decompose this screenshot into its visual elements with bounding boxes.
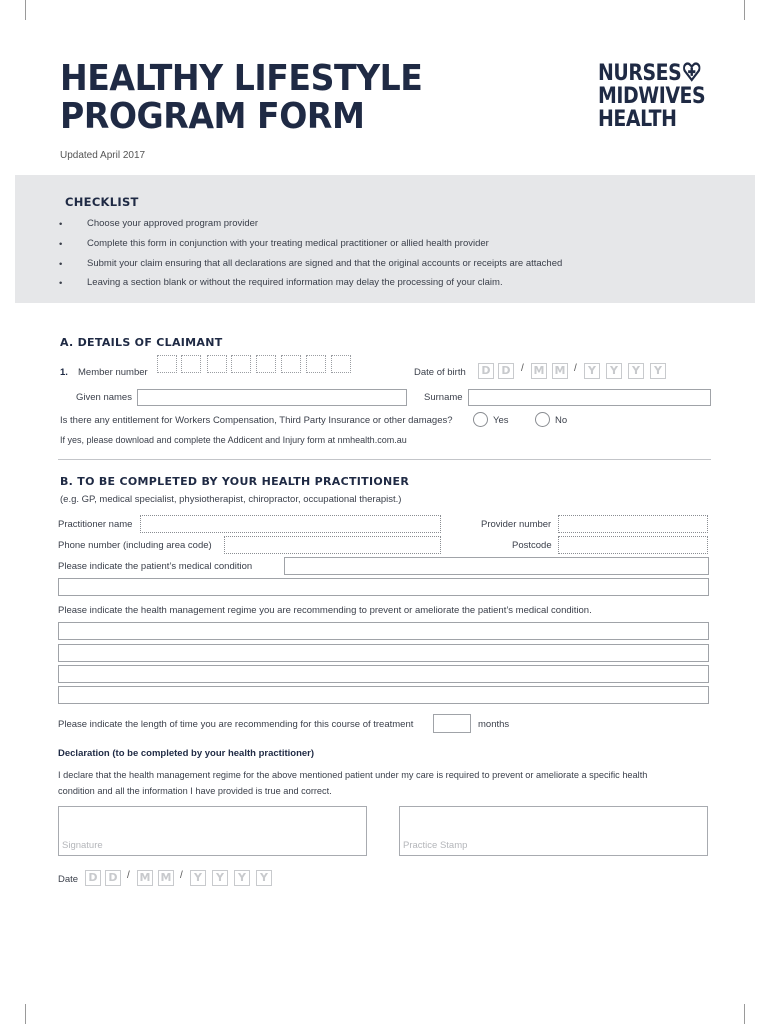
addicent-note: If yes, please download and complete the Addicent and Injury form at nmhealth.com.au xyxy=(60,435,407,445)
date-year-box[interactable]: Y xyxy=(234,870,250,886)
member-digit-box[interactable] xyxy=(207,355,227,373)
checklist-panel xyxy=(15,175,755,303)
member-digit-box[interactable] xyxy=(281,355,301,373)
date-day-box[interactable]: D xyxy=(85,870,101,886)
date-of-birth-label: Date of birth xyxy=(414,367,466,378)
given-names-input[interactable] xyxy=(137,389,407,406)
signature-placeholder: Signature xyxy=(62,840,103,851)
provider-number-input[interactable] xyxy=(558,515,708,533)
brand-logo: NURSES MIDWIVES HEALTH xyxy=(598,61,706,132)
date-year-box[interactable]: Y xyxy=(212,870,228,886)
postcode-label: Postcode xyxy=(512,540,552,551)
date-year-box[interactable]: Y xyxy=(256,870,272,886)
section-a-heading: A. DETAILS OF CLAIMANT xyxy=(60,336,223,349)
bullet: • xyxy=(59,259,63,270)
checklist-item: Complete this form in conjunction with your treating medical practitioner or allied health provider xyxy=(87,238,489,249)
checklist-item: Choose your approved program provider xyxy=(87,218,259,229)
dob-year-box[interactable]: Y xyxy=(650,363,666,379)
regime-input-line-1[interactable] xyxy=(58,622,709,640)
dob-month-box[interactable]: M xyxy=(531,363,547,379)
heart-cross-icon xyxy=(683,62,700,82)
date-year-box[interactable]: Y xyxy=(190,870,206,886)
date-separator: / xyxy=(574,363,577,374)
phone-number-label: Phone number (including area code) xyxy=(58,540,212,551)
bullet: • xyxy=(59,239,63,250)
member-number-label: Member number xyxy=(78,367,148,378)
checklist-item: Leaving a section blank or without the required information may delay the processing of your claim. xyxy=(87,277,503,288)
member-digit-box[interactable] xyxy=(306,355,326,373)
member-digit-box[interactable] xyxy=(181,355,201,373)
section-b-heading: B. TO BE COMPLETED BY YOUR HEALTH PRACTITIONER xyxy=(60,475,410,488)
dob-day-box[interactable]: D xyxy=(478,363,494,379)
dob-day-box[interactable]: D xyxy=(498,363,514,379)
crop-mark xyxy=(25,1004,26,1024)
practice-stamp-placeholder: Practice Stamp xyxy=(403,840,468,851)
regime-input-line-2[interactable] xyxy=(58,644,709,662)
dob-year-box[interactable]: Y xyxy=(606,363,622,379)
regime-input-line-4[interactable] xyxy=(58,686,709,704)
regime-input-line-3[interactable] xyxy=(58,665,709,683)
page-title: HEALTHY LIFESTYLE PROGRAM FORM xyxy=(60,58,423,137)
regime-label: Please indicate the health management regime you are recommending to prevent or ameliorate the patient’s medical condition. xyxy=(58,605,592,616)
member-digit-box[interactable] xyxy=(157,355,177,373)
practitioner-name-label: Practitioner name xyxy=(58,519,133,530)
dob-year-box[interactable]: Y xyxy=(628,363,644,379)
months-label: months xyxy=(478,719,510,730)
bullet: • xyxy=(59,219,63,230)
member-digit-box[interactable] xyxy=(331,355,351,373)
medical-condition-label: Please indicate the patient’s medical condition xyxy=(58,561,253,572)
date-month-box[interactable]: M xyxy=(137,870,153,886)
given-names-label: Given names xyxy=(76,392,132,403)
postcode-input[interactable] xyxy=(558,536,708,554)
yes-label: Yes xyxy=(493,415,509,426)
phone-number-input[interactable] xyxy=(224,536,441,554)
checklist-item: Submit your claim ensuring that all declarations are signed and that the original accounts or receipts are attached xyxy=(87,258,563,269)
date-day-box[interactable]: D xyxy=(105,870,121,886)
yes-radio[interactable] xyxy=(473,412,488,427)
section-divider xyxy=(58,459,711,460)
treatment-length-input[interactable] xyxy=(433,714,471,733)
surname-label: Surname xyxy=(424,392,463,403)
date-separator: / xyxy=(521,363,524,374)
member-digit-box[interactable] xyxy=(256,355,276,373)
updated-date: Updated April 2017 xyxy=(60,150,146,161)
date-label: Date xyxy=(58,874,79,885)
date-separator: / xyxy=(180,870,183,881)
dob-year-box[interactable]: Y xyxy=(584,363,600,379)
practice-stamp-box[interactable] xyxy=(399,806,708,856)
practitioner-name-input[interactable] xyxy=(140,515,441,533)
treatment-length-label: Please indicate the length of time you are recommending for this course of treatment xyxy=(58,719,414,730)
entitlement-question: Is there any entitlement for Workers Compensation, Third Party Insurance or other damages? xyxy=(60,415,453,426)
no-radio[interactable] xyxy=(535,412,550,427)
medical-condition-input[interactable] xyxy=(284,557,709,575)
date-month-box[interactable]: M xyxy=(158,870,174,886)
section-b-subheading: (e.g. GP, medical specialist, physiotherapist, chiropractor, occupational therapist.) xyxy=(60,494,402,505)
declaration-text-line-2: condition and all the information I have provided is true and correct. xyxy=(58,786,332,796)
surname-input[interactable] xyxy=(468,389,711,406)
checklist-title: CHECKLIST xyxy=(65,195,139,209)
crop-mark xyxy=(744,1004,745,1024)
medical-condition-input-line-2[interactable] xyxy=(58,578,709,596)
crop-mark xyxy=(744,0,745,20)
dob-month-box[interactable]: M xyxy=(552,363,568,379)
signature-box[interactable] xyxy=(58,806,367,856)
provider-number-label: Provider number xyxy=(481,519,552,530)
member-digit-box[interactable] xyxy=(231,355,251,373)
crop-mark xyxy=(25,0,26,20)
bullet: • xyxy=(59,278,63,289)
declaration-text-line-1: I declare that the health management regime for the above mentioned patient under my care is required to prevent or ameliorate a specific health xyxy=(58,770,648,780)
declaration-heading: Declaration (to be completed by your health practitioner) xyxy=(58,748,315,759)
row-number: 1. xyxy=(60,367,68,378)
no-label: No xyxy=(555,415,568,426)
date-separator: / xyxy=(127,870,130,881)
